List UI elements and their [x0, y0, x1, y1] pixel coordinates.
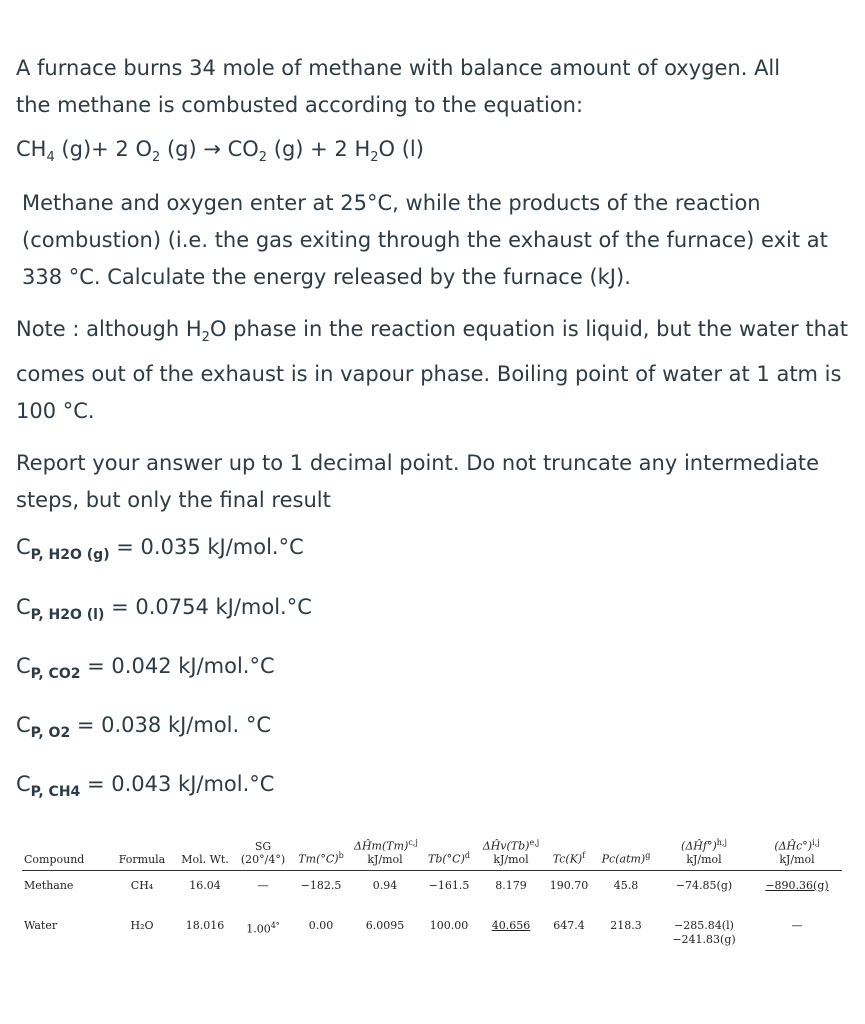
cell-formula: CH₄ — [130, 878, 154, 892]
intro-paragraph — [16, 50, 851, 124]
table-header-row — [22, 836, 842, 870]
properties-table — [22, 836, 842, 947]
cell-mol-wt: 16.04 — [189, 878, 221, 892]
cell-tm: 0.00 — [308, 918, 334, 932]
col-pc: Pc(atm)$^g$ — [596, 836, 656, 870]
cell-compound: Methane — [24, 878, 74, 892]
intro-line-2: the methane is combusted according to the equation: — [16, 93, 584, 117]
cell-dhc: −890.36(g) — [765, 878, 829, 892]
intro-line-1: A furnace burns 34 mole of methane with balance amount of oxygen. All — [16, 56, 781, 80]
table-row — [22, 915, 842, 947]
cell-dhf: −74.85(g) — [675, 878, 733, 892]
col-mol-wt: Mol. Wt. — [174, 836, 236, 870]
col-dhf: (ΔĤf°)$^{h,j}$ kJ/mol — [656, 836, 752, 870]
cell-dhv: 8.179 — [495, 878, 527, 892]
cell-tm: −182.5 — [300, 878, 342, 892]
cp-h2o-gas: $C_{P, H2O (g)} = 0.035$ kJ/mol.°C — [16, 535, 304, 564]
col-tm: $Tm(^\circ C)^b$ — [290, 836, 352, 870]
report-instructions: Report your answer up to 1 decimal point. Do not truncate any intermediate steps, but only the final result — [16, 451, 820, 513]
col-tc: $Tc(K)^f$ — [542, 836, 596, 870]
cell-sg: — — [257, 878, 269, 892]
cell-dhv: 40.656 — [491, 918, 531, 932]
cell-dhc: — — [791, 918, 803, 932]
cell-dhf: −285.84(l) −241.83(g) — [672, 918, 736, 946]
conditions-paragraph: Methane and oxygen enter at 25°C, while the products of the reaction (combustion) (i.e. the gas exiting through the exhaust of the furnace) exit at 338 °C. Calculate the energy released by the furnace (kJ). — [22, 191, 828, 290]
col-sg: SG (20°/4°) — [236, 836, 290, 870]
cell-compound: Water — [24, 918, 58, 932]
col-formula: Formula — [110, 836, 174, 870]
note-paragraph: Note : although $H_2O$ phase in the reaction equation is liquid, but the water that comes out of the exhaust is in vapour phase. Boiling point of water at 1 atm is 100 °C. — [16, 317, 848, 424]
question-body — [16, 50, 851, 811]
cell-pc: 218.3 — [610, 918, 642, 932]
cell-formula: H₂O — [130, 918, 154, 932]
cell-pc: 45.8 — [613, 878, 639, 892]
col-compound: Compound — [22, 836, 110, 870]
cell-dhm: 6.0095 — [365, 918, 405, 932]
cp-co2: $C_{P, CO2} = 0.042$ kJ/mol.°C — [16, 653, 275, 682]
cell-mol-wt: 18.016 — [185, 918, 225, 932]
col-dhv: $\Delta Ĥv(Tb)^{e,j}$ kJ/mol — [480, 836, 542, 870]
cp-o2: $C_{P, O2} = 0.038$ kJ/mol. °C — [16, 712, 272, 742]
cell-tb: 100.00 — [429, 918, 469, 932]
cell-tc: 190.70 — [549, 878, 589, 892]
heat-capacity-list — [16, 529, 851, 811]
col-dhm: $\Delta Ĥm(Tm)^{c,j}$ kJ/mol — [352, 836, 418, 870]
cp-ch4: $C_{P, CH4} = 0.043$ kJ/mol.°C — [16, 772, 275, 801]
table-row — [22, 870, 842, 915]
cell-tc: 647.4 — [553, 918, 585, 932]
reaction-equation: $CH_4$ (g)+ 2 $O_2$ $(g) \to CO_2$ (g) + 2 $H_2O$ (l) — [16, 137, 424, 166]
cp-h2o-liquid: $C_{P, H2O (l)} = 0.0754$ kJ/mol.°C — [16, 594, 312, 623]
col-dhc: (ΔĤc°)$^{i,j}$ kJ/mol — [752, 836, 842, 870]
col-tb: $Tb(^\circ C)^d$ — [418, 836, 480, 870]
cell-tb: −161.5 — [428, 878, 470, 892]
cell-dhm: 0.94 — [372, 878, 398, 892]
cell-sg: $1.00^{4^\circ}$ — [246, 920, 280, 936]
